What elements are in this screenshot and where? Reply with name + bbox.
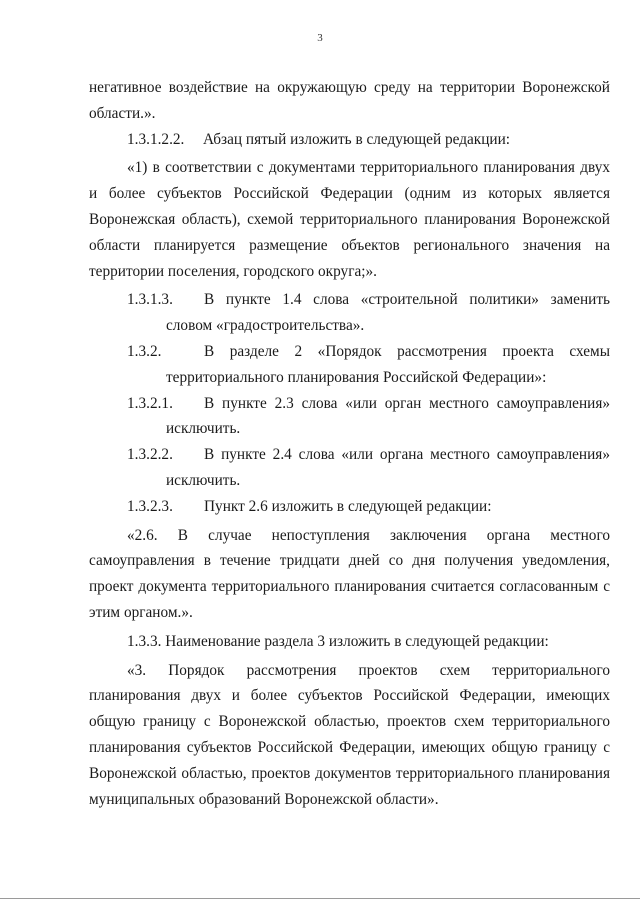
paragraph-8: [89, 494, 610, 520]
clause-text: Абзац пятый изложить в следующей редакции:: [203, 130, 511, 148]
clause-number: 1.3.2.2.: [127, 446, 173, 464]
bottom-scan-edge: [0, 898, 640, 899]
clause-text: В разделе 2 «Порядок рассмотрения проекта схемы территориального планирования Российской Федерации»:: [166, 342, 610, 386]
paragraph-4: [89, 287, 610, 339]
paragraph-10: 1.3.3. Наименование раздела 3 изложить в следующей редакции:: [127, 632, 549, 650]
paragraph-2: [89, 127, 610, 153]
paragraph-6: [89, 391, 610, 443]
clause-text: В пункте 1.4 слова «строительной политики» заменить словом «градостроительства».: [166, 291, 610, 335]
paragraph-9: «2.6. В случае непоступления заключения органа местного самоуправления в течение тридцати дней со дня получения уведомления, проект документа территориального планирования считается согласованным с этим органом.».: [89, 526, 610, 621]
document-body: [89, 75, 610, 812]
clause-number: 1.3.2.3.: [127, 497, 173, 515]
clause-number: 1.3.2.1.: [127, 394, 173, 412]
clause-number: 1.3.2.: [127, 342, 162, 360]
clause-text: Пункт 2.6 изложить в следующей редакции:: [204, 497, 492, 515]
paragraph-3: «1) в соответствии с документами территориального планирования двух и более субъектов Российской Федерации (одним из которых является Воронежская область), схемой территориального планирования Воронежской области планируется размещение объектов регионального значения на территории поселения, городского округа;».: [89, 159, 610, 280]
paragraph-11: «3. Порядок рассмотрения проектов схем территориального планирования двух и более субъектов Российской Федерации, имеющих общую границу с Воронежской областью, проектов схем территориального планирования субъектов Российской Федерации, имеющих общую границу с Воронежской областью, проектов документов территориального планирования муниципальных образований Воронежской области».: [89, 661, 610, 808]
clause-text: В пункте 2.3 слова «или орган местного самоуправления» исключить.: [166, 394, 610, 438]
clause-text: В пункте 2.4 слова «или органа местного самоуправления» исключить.: [166, 446, 610, 489]
paragraph-1: негативное воздействие на окружающую среду на территории Воронежской области.».: [89, 79, 610, 122]
page-number: 3: [317, 32, 323, 44]
paragraph-7: [89, 442, 610, 494]
paragraph-5: [89, 339, 610, 391]
clause-number: 1.3.1.3.: [127, 291, 173, 309]
clause-number: 1.3.1.2.2.: [127, 130, 185, 148]
